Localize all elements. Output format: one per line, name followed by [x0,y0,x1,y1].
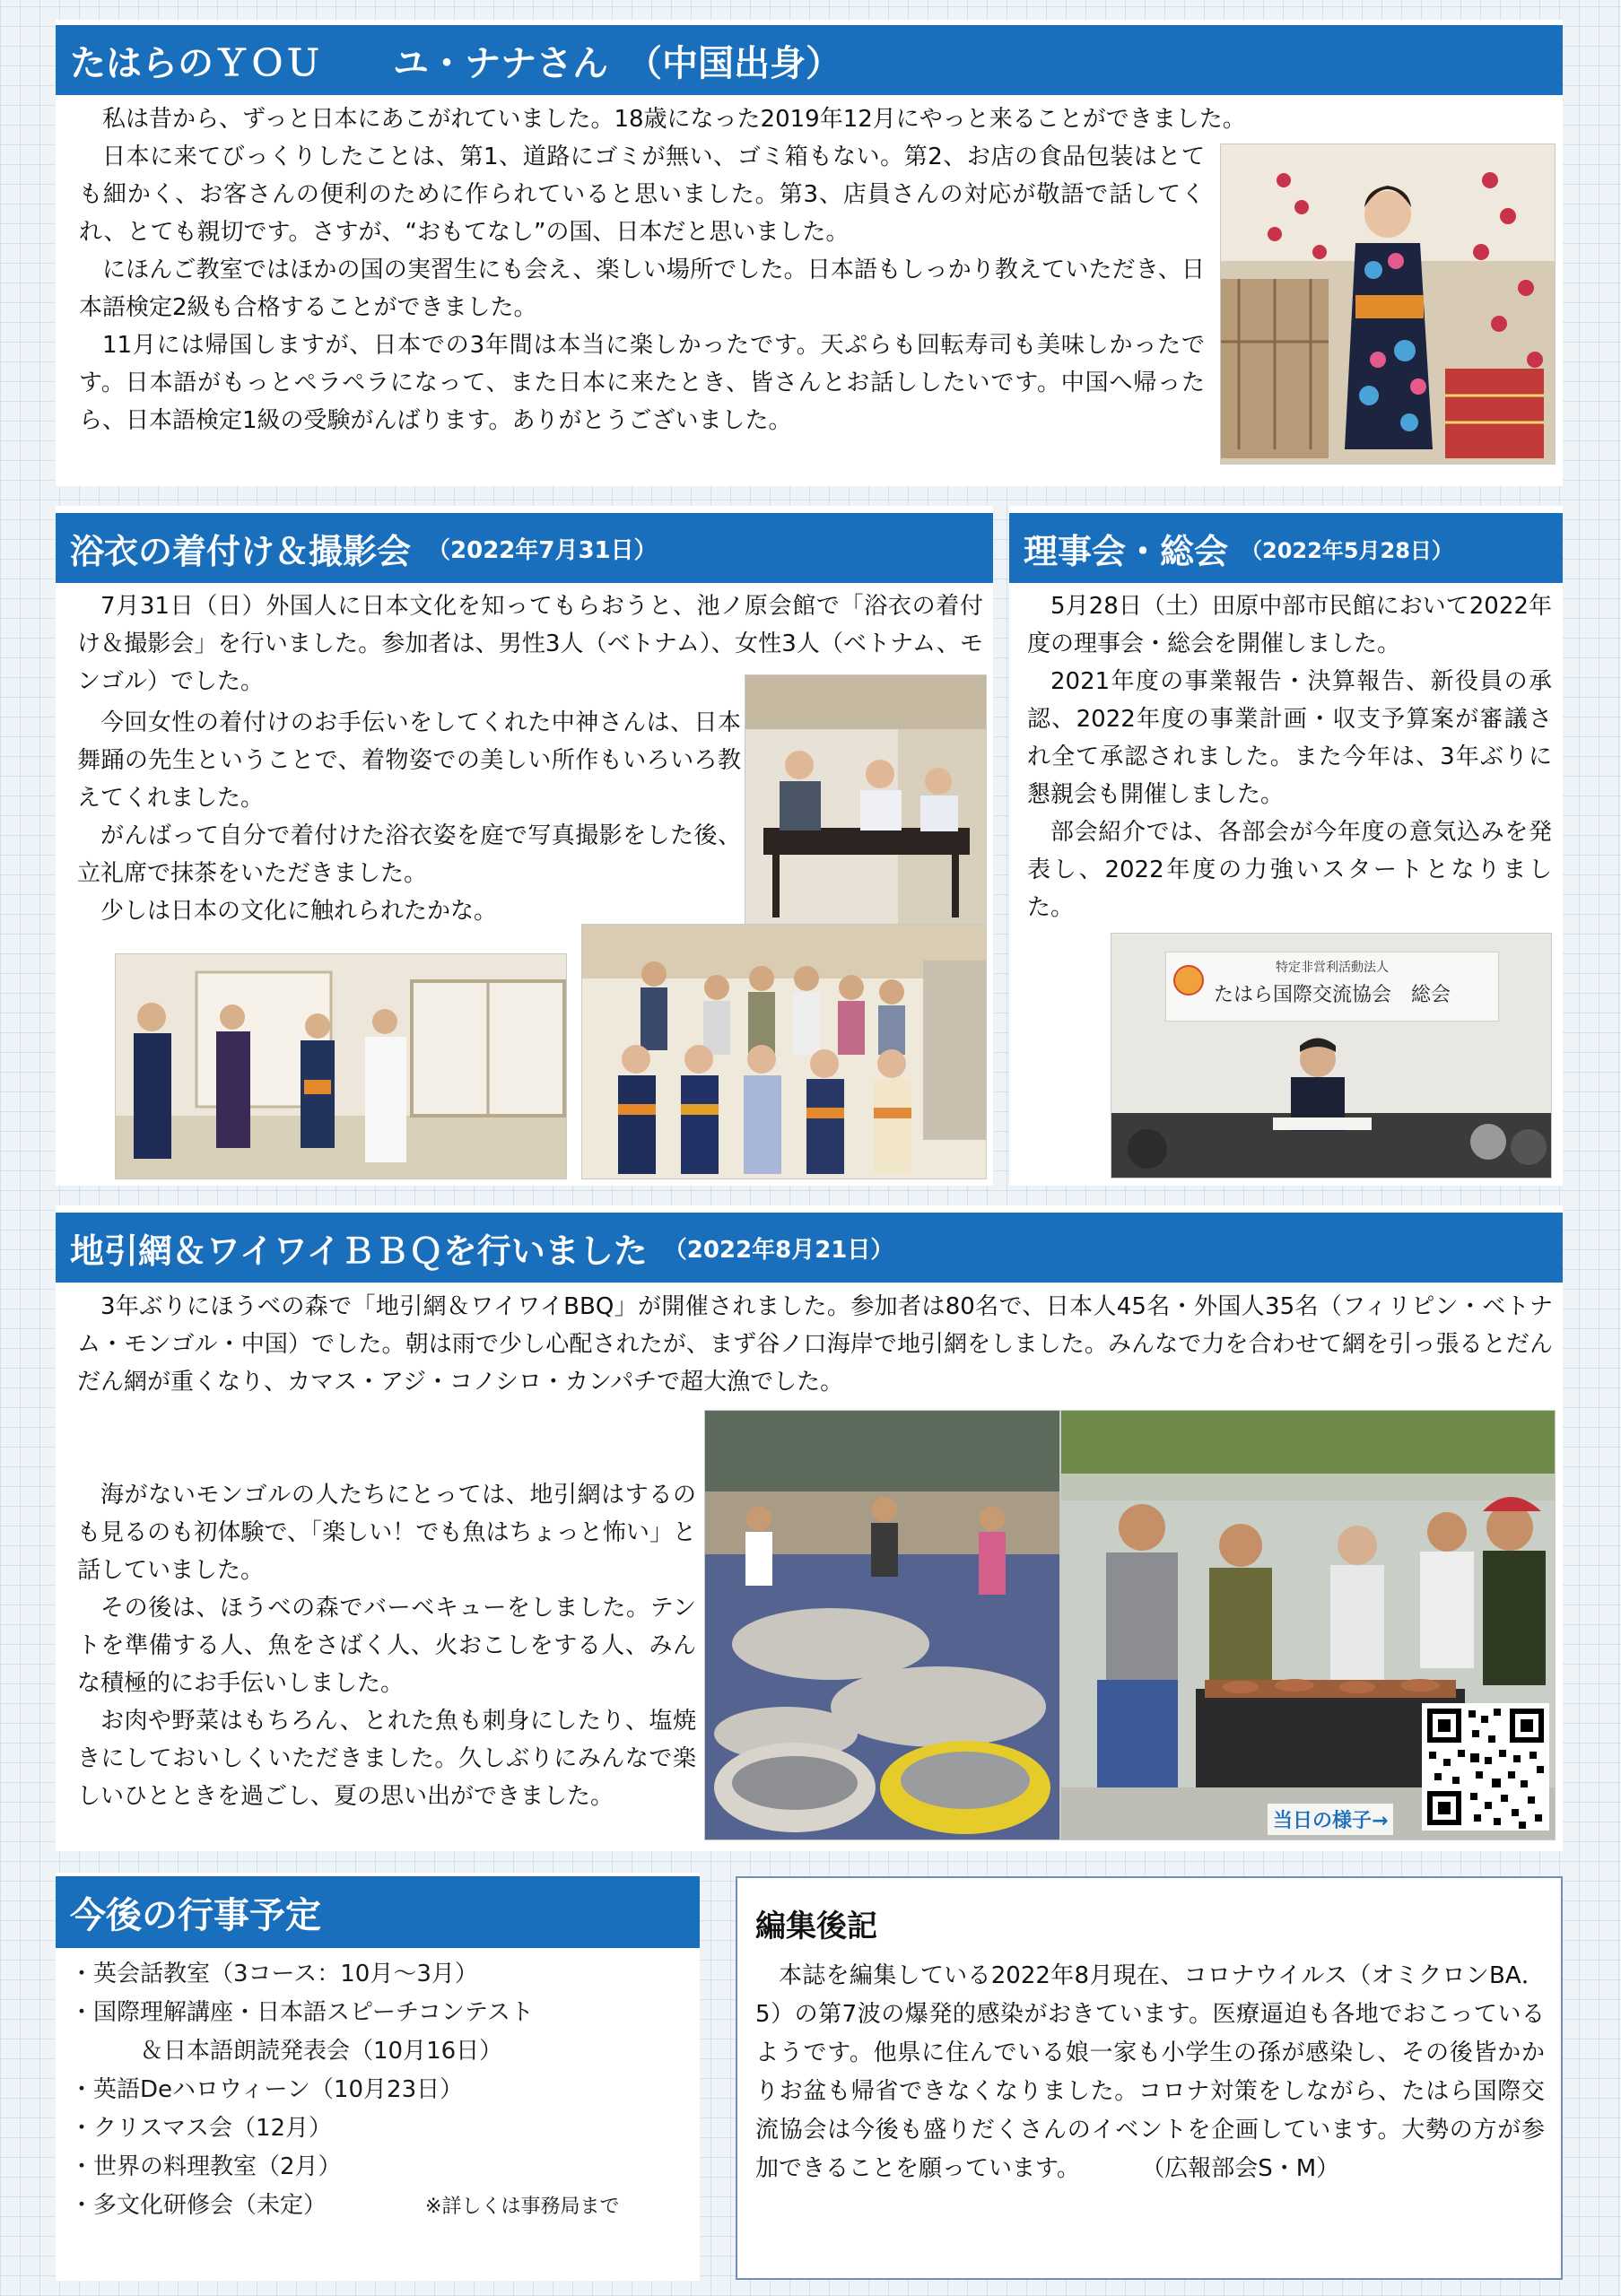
tea-ceremony-photo [745,674,987,927]
editor-paragraph [755,1957,1545,2188]
event-item: ・英会話教室（3コース：10月～3月） [70,1961,478,1987]
board-paragraph: 部会紹介では、各部会が今年度の意気込みを発表し、2022年度の力強いスタートとなりました。 [1027,819,1552,921]
you-paragraph: 日本に来てびっくりしたことは、第1、道路にゴミが無い、ゴミ箱もない。第2、お店の食品包装はとても細かく、お客さんの便利のために作られていると思いました。第3、店員さんの対応が敬語で話してくれ、とても親切です。さすが、“おもてなし”の国、日本だと思いました。 [79,144,1205,246]
yukata-group-photo [581,924,987,1179]
qr-code-icon[interactable] [1422,1703,1549,1831]
fishing-net-catch-photo [704,1410,1060,1840]
event-video-caption: 当日の様子→ [1268,1804,1393,1835]
general-meeting-photo [1111,933,1552,1178]
editor-signature: （広報部会S・M） [1141,2155,1340,2182]
event-item: ・英語Deハロウィーン（10月23日） [70,2076,464,2103]
editor-text-body: 本誌を編集している2022年8月現在、コロナウイルス（オミクロンBA．5）の第7波の爆発的感染がおきています。医療逼迫も各地でおこっているようです。他県に住んでいる娘一家も小学生の孫が感染し、その後皆かかりお盆も帰省できなくなりました。コロナ対策をしながら、たはら国際交流協会は今後も盛りだくさんのイベントを企画しています。大勢の方が参加できることを願っています。 [755,1962,1545,2182]
events-section-title: 今後の行事予定 [56,1876,700,1948]
banner-sub-text: 特定非営利活動法人 [1276,961,1389,975]
yukata-paragraph: 7月31日（日）外国人に日本文化を知ってもらおうと、池ノ原会館で「浴衣の着付け＆撮影会」を行いました。参加者は、男性3人（ベトナム）、女性3人（ベトナム、モンゴル）でした。 [77,593,983,695]
yukata-section-title: 浴衣の着付け＆撮影会 [70,531,412,571]
you-section-title: たはらのＹＯＵ ユ・ナナさん （中国出身） [56,25,1563,95]
bbq-section-title: 地引網＆ワイワイＢＢＱを行いました [70,1231,648,1271]
yukata-text-left [77,704,741,930]
board-section-title: 理事会・総会 [1024,531,1229,571]
events-list [70,1955,619,2226]
event-item [70,2187,619,2226]
bbq-paragraph: 海がないモンゴルの人たちにとっては、地引網はするのも見るのも初体験で、「楽しい！でも魚はちょっと怖い」と話していました。 [77,1482,696,1584]
bbq-paragraph: その後は、ほうべの森でバーベキューをしました。テントを準備する人、魚をさばく人、火おこしをする人、みんな積極的にお手伝いしました。 [77,1595,696,1697]
bbq-paragraph: お肉や野菜はもちろん、とれた魚も刺身にしたり、塩焼きにしておいしくいただきました。久しぶりにみんなで楽しいひとときを過ごし、夏の思い出ができました。 [77,1708,696,1810]
event-item-text: ・多文化研修会（未定） [70,2192,327,2219]
bbq-section-date: （2022年8月21日） [663,1236,894,1264]
yukata-dressing-photo [115,953,567,1179]
board-section-header [1009,513,1563,583]
you-section-text [79,100,1246,439]
you-paragraph: 11月には帰国しますが、日本での3年間は本当に楽しかったです。天ぷらも回転寿司も美味しかったです。日本語がもっとペラペラになって、また日本に来たとき、皆さんとお話ししたいです。中国へ帰ったら、日本語検定1級の受験がんばります。ありがとうございました。 [79,332,1206,434]
board-section-text [1027,587,1552,926]
you-paragraph: 私は昔から、ずっと日本にあこがれていました。18歳になった2019年12月にやっと来ることができました。 [102,106,1246,133]
bbq-paragraph: 3年ぶりにほうべの森で「地引網＆ワイワイBBQ」が開催されました。参加者は80名で、日本人45名・外国人35名（フィリピン・ベトナム・モンゴル・中国）でした。朝は雨で少し心配されたが、まず谷ノ口海岸で地引網をしました。みんなで力を合わせて網を引っ張るとだんだん網が重くなり、カマス・アジ・コノシロ・カンパチで超大漁でした。 [77,1293,1553,1396]
yukata-paragraph: 少しは日本の文化に触れられたかな。 [100,898,498,925]
barbecue-grilling-photo [1060,1410,1556,1840]
editor-section-text [755,1957,1545,2188]
event-item: ・国際理解講座・日本語スピーチコンテスト [70,1999,534,2026]
board-section-date: （2022年5月28日） [1241,537,1453,563]
board-paragraph: 5月28日（土）田原中部市民館において2022年度の理事会・総会を開催しました。 [1027,593,1552,657]
events-note: ※詳しくは事務局まで [425,2196,620,2218]
yukata-paragraph: がんばって自分で着付けた浴衣姿を庭で写真撮影をした後、立礼席で抹茶をいただきました。 [77,822,741,887]
event-item: ・世界の料理教室（2月） [70,2153,342,2180]
banner-main-text: たはら国際交流協会 総会 [1213,984,1451,1006]
event-item: ＆日本語朗読発表会（10月16日） [70,2038,503,2065]
yukata-section-date: （2022年7月31日） [427,536,658,564]
bbq-text-top [77,1288,1553,1401]
you-paragraph: にほんご教室ではほかの国の実習生にも会え、楽しい場所でした。日本語もしっかり教えていただき、日本語検定2級も合格することができました。 [79,257,1205,321]
bbq-text-left [77,1476,696,1815]
board-paragraph: 2021年度の事業報告・決算報告、新役員の承認、2022年度の事業計画・収支予算案が審議され全て承認されました。また今年は、3年ぶりに懇親会も開催しました。 [1027,668,1552,808]
yuna-portrait-photo [1220,144,1556,465]
yukata-section-header [56,513,993,583]
bbq-section-header [56,1213,1563,1283]
yukata-paragraph: 今回女性の着付けのお手伝いをしてくれた中神さんは、日本舞踊の先生ということで、着物姿での美しい所作もいろいろ教えてくれました。 [77,709,741,812]
event-item: ・クリスマス会（12月） [70,2115,333,2142]
editor-section-title: 編集後記 [755,1909,877,1944]
